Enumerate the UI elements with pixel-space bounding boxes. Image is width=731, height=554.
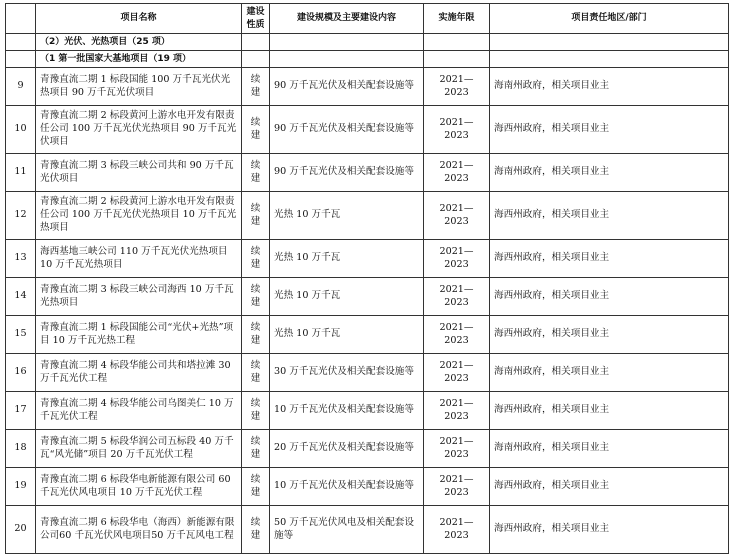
responsible-department: 海南州政府，相关项目业主 — [490, 154, 729, 192]
table-row — [6, 430, 729, 468]
header-period: 实施年限 — [424, 4, 490, 34]
construction-scale: 90 万千瓦光伏及相关配套设施等 — [270, 68, 424, 106]
implementation-period: 2021—2023 — [424, 506, 490, 554]
project-name: 青豫直流二期 6 标段华电（海西）新能源有限公司60 千瓦光伏风电项目50 万千瓦风电工程 — [36, 506, 242, 554]
header-dept: 项目责任地区/部门 — [490, 4, 729, 34]
row-number: 14 — [6, 278, 36, 316]
row-number: 19 — [6, 468, 36, 506]
header-nature: 建设性质 — [242, 4, 270, 34]
implementation-period: 2021—2023 — [424, 154, 490, 192]
project-name: 青豫直流二期 2 标段黄河上游水电开发有限责任公司 100 万千瓦光伏光热项目 10 万千瓦光热项目 — [36, 192, 242, 240]
responsible-department: 海南州政府，相关项目业主 — [490, 430, 729, 468]
project-table — [5, 3, 729, 554]
implementation-period: 2021—2023 — [424, 106, 490, 154]
project-name: 青豫直流二期 3 标段三峡公司共和 90 万千瓦光伏项目 — [36, 154, 242, 192]
row-number: 13 — [6, 240, 36, 278]
responsible-department: 海西州政府，相关项目业主 — [490, 468, 729, 506]
construction-scale: 光热 10 万千瓦 — [270, 278, 424, 316]
project-name: 青豫直流二期 4 标段华能公司共和塔拉滩 30 万千瓦光伏工程 — [36, 354, 242, 392]
construction-scale: 50 万千瓦光伏风电及相关配套设施等 — [270, 506, 424, 554]
project-name: 海西基地三峡公司 110 万千瓦光伏光热项目 10 万千瓦光热项目 — [36, 240, 242, 278]
construction-scale: 10 万千瓦光伏及相关配套设施等 — [270, 468, 424, 506]
table-row — [6, 506, 729, 554]
construction-nature: 续建 — [242, 68, 270, 106]
construction-nature: 续建 — [242, 354, 270, 392]
construction-nature: 续建 — [242, 392, 270, 430]
construction-nature: 续建 — [242, 278, 270, 316]
row-number: 20 — [6, 506, 36, 554]
implementation-period: 2021—2023 — [424, 468, 490, 506]
project-name: 青豫直流二期 4 标段华能公司乌图美仁 10 万千瓦光伏工程 — [36, 392, 242, 430]
row-number: 11 — [6, 154, 36, 192]
header-scale: 建设规模及主要建设内容 — [270, 4, 424, 34]
table-row — [6, 468, 729, 506]
table-row — [6, 278, 729, 316]
header-project-name: 项目名称 — [36, 4, 242, 34]
responsible-department: 海西州政府，相关项目业主 — [490, 392, 729, 430]
section-title: （2）光伏、光热项目（25 项） — [36, 34, 242, 51]
project-name: 青豫直流二期 6 标段华电新能源有限公司 60 千瓦光伏风电项目 10 万千瓦光伏工程 — [36, 468, 242, 506]
construction-scale: 光热 10 万千瓦 — [270, 240, 424, 278]
table-row — [6, 392, 729, 430]
table-row — [6, 240, 729, 278]
subsection-row — [6, 51, 729, 68]
construction-nature: 续建 — [242, 430, 270, 468]
responsible-department: 海西州政府，相关项目业主 — [490, 278, 729, 316]
table-row — [6, 316, 729, 354]
implementation-period: 2021—2023 — [424, 354, 490, 392]
table-row — [6, 106, 729, 154]
row-number: 16 — [6, 354, 36, 392]
table-row — [6, 68, 729, 106]
implementation-period: 2021—2023 — [424, 392, 490, 430]
construction-nature: 续建 — [242, 154, 270, 192]
construction-scale: 光热 10 万千瓦 — [270, 192, 424, 240]
table-header-row — [6, 4, 729, 34]
construction-scale: 90 万千瓦光伏及相关配套设施等 — [270, 154, 424, 192]
responsible-department: 海西州政府，相关项目业主 — [490, 192, 729, 240]
construction-nature: 续建 — [242, 106, 270, 154]
construction-scale: 20 万千瓦光伏及相关配套设施等 — [270, 430, 424, 468]
table-row — [6, 154, 729, 192]
construction-nature: 续建 — [242, 316, 270, 354]
construction-nature: 续建 — [242, 240, 270, 278]
implementation-period: 2021—2023 — [424, 430, 490, 468]
table-row — [6, 354, 729, 392]
construction-scale: 光热 10 万千瓦 — [270, 316, 424, 354]
table-row — [6, 192, 729, 240]
header-num — [6, 4, 36, 34]
row-number: 18 — [6, 430, 36, 468]
implementation-period: 2021—2023 — [424, 192, 490, 240]
responsible-department: 海南州政府，相关项目业主 — [490, 68, 729, 106]
construction-scale: 30 万千瓦光伏及相关配套设施等 — [270, 354, 424, 392]
project-name: 青豫直流二期 1 标段国能公司“光伏+光热”项目 10 万千瓦光热工程 — [36, 316, 242, 354]
implementation-period: 2021—2023 — [424, 68, 490, 106]
responsible-department: 海南州政府，相关项目业主 — [490, 354, 729, 392]
responsible-department: 海西州政府，相关项目业主 — [490, 240, 729, 278]
construction-nature: 续建 — [242, 468, 270, 506]
project-name: 青豫直流二期 1 标段国能 100 万千瓦光伏光热项目 90 万千瓦光伏项目 — [36, 68, 242, 106]
section-row — [6, 34, 729, 51]
row-number: 15 — [6, 316, 36, 354]
project-name: 青豫直流二期 5 标段华润公司五标段 40 万千瓦“风光储”项目 20 万千瓦光伏工程 — [36, 430, 242, 468]
subsection-title: （1 第一批国家大基地项目（19 项） — [36, 51, 242, 68]
project-name: 青豫直流二期 3 标段三峡公司海西 10 万千瓦光热项目 — [36, 278, 242, 316]
project-name: 青豫直流二期 2 标段黄河上游水电开发有限责任公司 100 万千瓦光伏光热项目 90 万千瓦光伏项目 — [36, 106, 242, 154]
construction-scale: 10 万千瓦光伏及相关配套设施等 — [270, 392, 424, 430]
construction-scale: 90 万千瓦光伏及相关配套设施等 — [270, 106, 424, 154]
construction-nature: 续建 — [242, 192, 270, 240]
responsible-department: 海西州政府，相关项目业主 — [490, 106, 729, 154]
row-number: 9 — [6, 68, 36, 106]
row-number: 12 — [6, 192, 36, 240]
implementation-period: 2021—2023 — [424, 240, 490, 278]
responsible-department: 海西州政府，相关项目业主 — [490, 316, 729, 354]
implementation-period: 2021—2023 — [424, 316, 490, 354]
construction-nature: 续建 — [242, 506, 270, 554]
row-number: 10 — [6, 106, 36, 154]
responsible-department: 海西州政府，相关项目业主 — [490, 506, 729, 554]
row-number: 17 — [6, 392, 36, 430]
implementation-period: 2021—2023 — [424, 278, 490, 316]
